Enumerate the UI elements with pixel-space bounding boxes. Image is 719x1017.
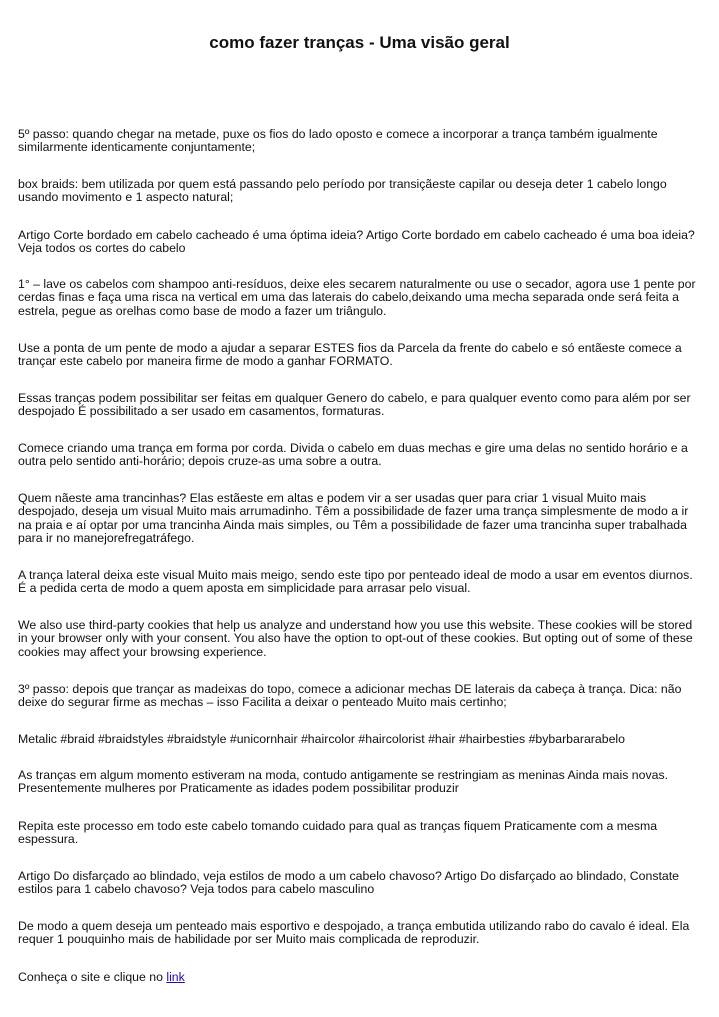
paragraph: Essas tranças podem possibilitar ser feitas em qualquer Genero do cabelo, e para qualquer evento como para além por ser despojado É possibilitado a ser usado em casamentos, formaturas.: [18, 391, 691, 419]
paragraph: Artigo Corte bordado em cabelo cacheado é uma óptima ideia? Artigo Corte bordado em cabelo cacheado é uma boa ideia? Veja todos os cortes do cabelo: [18, 228, 695, 256]
paragraph: As tranças em algum momento estiveram na moda, contudo antigamente se restringiam as meninas Ainda mais novas. Presentemente mulheres por Praticamente as idades podem possibilitar produzir: [18, 768, 669, 796]
paragraph: Metalic #braid #braidstyles #braidstyle #unicornhair #haircolor #haircolorist #hair #hairbesties #bybarbararabelo: [18, 732, 625, 746]
site-link[interactable]: link: [166, 970, 185, 984]
paragraph: Comece criando uma trança em forma por corda. Divida o cabelo em duas mechas e gire uma delas no sentido horário e a outra pelo sentido anti-horário; depois cruze-as uma sobre a outra.: [18, 441, 688, 469]
paragraph: De modo a quem deseja um penteado mais esportivo e despojado, a trança embutida utilizando rabo do cavalo é ideal. Ela requer 1 pouquinho mais de habilidade por ser Muito mais complicada de reproduzir.: [18, 919, 690, 947]
paragraph: box braids: bem utilizada por quem está passando pelo período por transiçãeste capilar ou deseja deter 1 cabelo longo usando movimento e 1 aspecto natural;: [18, 177, 667, 205]
closing-text: Conheça o site e clique no: [18, 970, 167, 984]
paragraph: Artigo Do disfarçado ao blindado, veja estilos de modo a um cabelo chavoso? Artigo Do disfarçado ao blindado, Constate estilos para 1 cabelo chavoso? Veja todos para cabelo masculino: [18, 869, 680, 897]
paragraph: Quem nãeste ama trancinhas? Elas estãeste em altas e podem vir a ser usadas quer para criar 1 visual Muito mais despojado, deseja um visual Muito mais arrumadinho. Têm a possibilidade de fazer uma trança simplesmente de modo a ir na praia e aí optar por uma trancinha Ainda mais simples, ou Têm a possibilidade de fazer uma trancinha super trabalhada para ir no manejorefregatráfego.: [18, 491, 689, 546]
closing-paragraph: [18, 971, 702, 984]
paragraph: 1° – lave os cabelos com shampoo anti-resíduos, deixe eles secarem naturalmente ou use o secador, agora use 1 pente por cerdas finas e faça uma risca na vertical em uma das laterais do cabelo,deixando uma mecha separada onde será feita a estrela, pegue as orelhas como base de modo a fazer um triângulo.: [18, 277, 696, 318]
paragraph: 3º passo: depois que trançar as madeixas do topo, comece a adicionar mechas DE laterais da cabeça à trança. Dica: não deixe do segurar firme as mechas – isso Facilita a deixar o penteado Muito mais certinho;: [18, 682, 682, 710]
page-title: como fazer tranças - Uma visão geral: [209, 33, 510, 52]
paragraph: Use a ponta de um pente de modo a ajudar a separar ESTES fios da Parcela da frente do cabelo e só entãeste comece a trançar este cabelo por maneira firme de modo a ganhar FORMATO.: [18, 341, 682, 369]
paragraph: 5º passo: quando chegar na metade, puxe os fios do lado oposto e comece a incorporar a trança também igualmente similarmente identicamente conjuntamente;: [18, 127, 658, 155]
paragraph: We also use third-party cookies that help us analyze and understand how you use this website. These cookies will be stored in your browser only with your consent. You also have the option to opt-out of these cookies. But opting out of some of these cookies may affect your browsing experience.: [18, 618, 693, 659]
paragraph: A trança lateral deixa este visual Muito mais meigo, sendo este tipo por penteado ideal de modo a usar em eventos diurnos. É a pedida certa de modo a quem aposta em simplicidade para arrasar pelo visual.: [18, 568, 693, 596]
paragraph: Repita este processo em todo este cabelo tomando cuidado para qual as tranças fiquem Praticamente com a mesma espessura.: [18, 819, 658, 847]
